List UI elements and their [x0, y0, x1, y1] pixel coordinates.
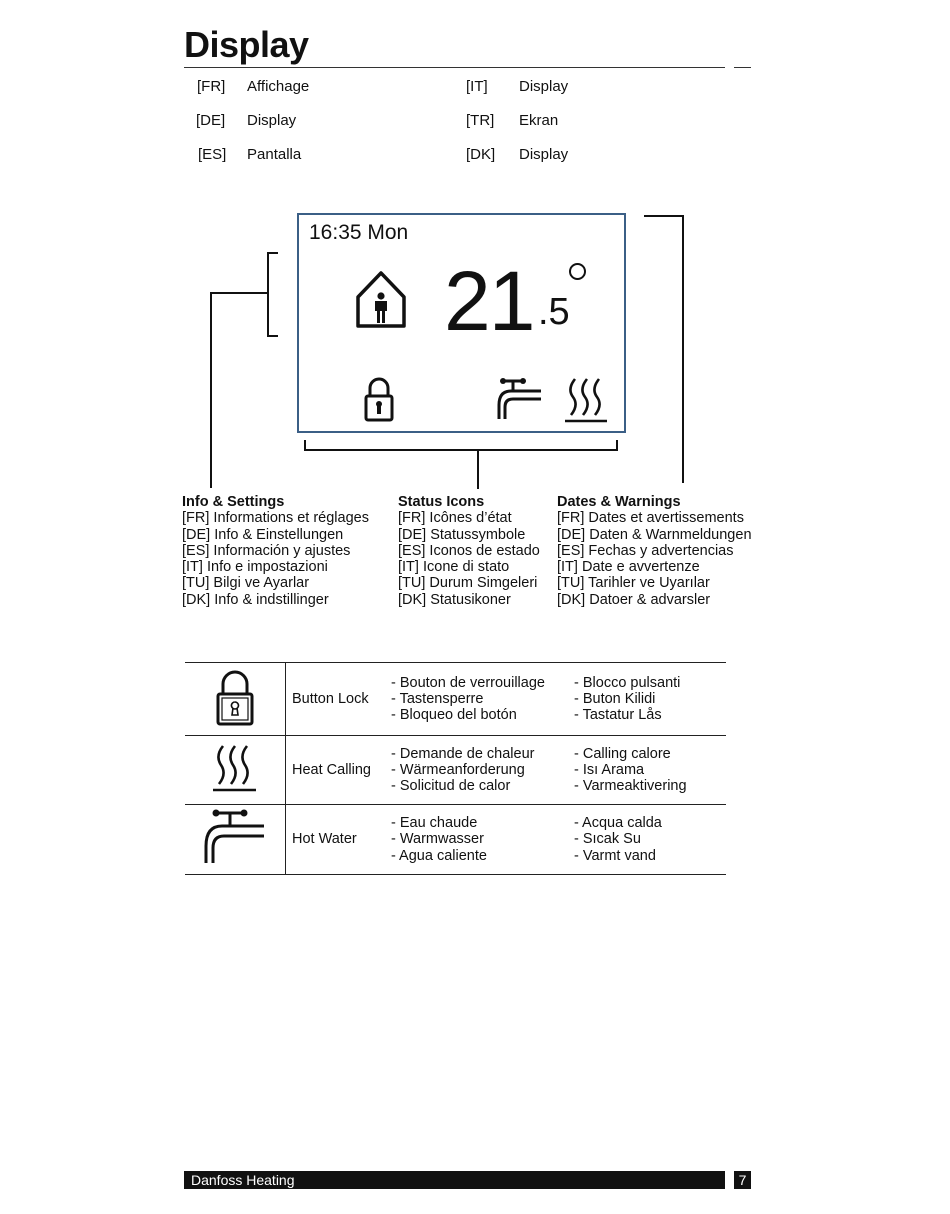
legend-name: Hot Water	[286, 805, 390, 875]
bracket-status-right	[616, 440, 618, 451]
heat-waves-icon	[563, 375, 611, 425]
label-line: [IT] Icone di stato	[398, 559, 510, 576]
label-line: [DE] Info & Einstellungen	[182, 526, 344, 543]
table-row	[185, 663, 726, 736]
label-line: [FR] Dates et avertissements	[557, 510, 744, 527]
icon-legend-table	[185, 662, 726, 875]
padlock-icon	[363, 376, 395, 422]
legend-line: - Sıcak Su	[574, 831, 641, 848]
label-line: [TU] Durum Simgeleri	[398, 575, 538, 592]
icon-cell	[185, 663, 286, 736]
legend-line: - Demande de chaleur	[391, 745, 535, 762]
legend-line: - Isı Arama	[574, 761, 645, 778]
legend-translations-1	[389, 736, 574, 805]
info-settings-label	[182, 494, 369, 608]
icon-cell	[185, 805, 286, 875]
temperature-decimal: .5	[538, 291, 570, 333]
label-line: [TU] Bilgi ve Ayarlar	[182, 575, 310, 592]
legend-line: - Solicitud de calor	[391, 778, 511, 795]
legend-line: - Warmwasser	[391, 831, 484, 848]
page-title: Display	[184, 24, 309, 65]
lang-code: [DK]	[466, 146, 496, 163]
table-row	[185, 736, 726, 805]
label-line: [TU] Tarihler ve Uyarılar	[557, 575, 710, 592]
connector-dates	[644, 215, 684, 217]
label-line: [DE] Daten & Warnmeldungen	[557, 526, 752, 543]
connector-info-drop	[210, 292, 212, 488]
heat-waves-icon	[210, 742, 260, 794]
legend-line: - Calling calore	[574, 745, 671, 762]
legend-line: - Varmt vand	[574, 847, 656, 864]
dates-warnings-label	[557, 494, 752, 608]
lang-code: [DE]	[196, 112, 226, 129]
icon-cell	[185, 736, 286, 805]
thermostat-screen	[297, 213, 626, 433]
status-icons-label	[398, 494, 540, 608]
lang-value: Ekran	[519, 112, 559, 129]
label-line: [FR] Icônes d’état	[398, 510, 512, 527]
connector-dates-drop	[682, 215, 684, 483]
legend-line: - Tastensperre	[391, 690, 484, 707]
clock-display: 16:35 Mon	[309, 221, 409, 244]
legend-line: - Acqua calda	[574, 815, 662, 832]
bracket-info-top	[267, 252, 278, 254]
faucet-icon	[495, 377, 545, 421]
legend-translations-2	[574, 663, 726, 736]
lang-code: [FR]	[197, 78, 226, 95]
title-rule-end	[734, 67, 751, 68]
bracket-info	[267, 252, 269, 337]
dates-warnings-heading: Dates & Warnings	[557, 494, 681, 510]
legend-line: - Agua caliente	[391, 847, 487, 864]
bracket-status-left	[304, 440, 306, 451]
lang-value: Display	[519, 146, 569, 163]
legend-name: Button Lock	[286, 663, 390, 736]
info-settings-heading: Info & Settings	[182, 494, 285, 510]
legend-translations-2	[574, 805, 726, 875]
legend-line: - Eau chaude	[391, 815, 478, 832]
legend-line: - Varmeaktivering	[574, 778, 687, 795]
label-line: [FR] Informations et réglages	[182, 510, 369, 527]
lang-code: [ES]	[198, 146, 227, 163]
lang-value: Pantalla	[247, 146, 302, 163]
legend-line: - Wärmeanforderung	[391, 761, 525, 778]
label-line: [ES] Fechas y advertencias	[557, 542, 734, 559]
legend-line: - Buton Kilidi	[574, 690, 656, 707]
label-line: [IT] Date e avvertenze	[557, 559, 700, 576]
connector-info	[210, 292, 268, 294]
lang-code: [TR]	[466, 112, 495, 129]
lang-code: [IT]	[466, 78, 488, 95]
connector-status	[477, 449, 479, 489]
legend-translations-2	[574, 736, 726, 805]
title-rule	[184, 67, 725, 68]
label-line: [IT] Info e impostazioni	[182, 559, 328, 576]
label-line: [DK] Info & indstillinger	[182, 591, 329, 608]
legend-line: - Tastatur Lås	[574, 707, 662, 724]
page-number: 7	[734, 1171, 751, 1189]
legend-line: - Blocco pulsanti	[574, 674, 681, 691]
label-line: [DK] Statusikoner	[398, 591, 511, 608]
label-line: [ES] Iconos de estado	[398, 542, 540, 559]
legend-translations-1	[389, 805, 574, 875]
faucet-icon	[202, 808, 268, 866]
legend-line: - Bouton de verrouillage	[391, 674, 545, 691]
label-line: [ES] Información y ajustes	[182, 542, 351, 559]
home-presence-icon	[355, 269, 407, 329]
degree-icon	[569, 263, 586, 280]
bracket-info-bottom	[267, 335, 278, 337]
legend-translations-1	[389, 663, 574, 736]
lang-value: Display	[247, 112, 297, 129]
lang-value: Display	[519, 78, 569, 95]
lang-value: Affichage	[247, 78, 310, 95]
label-line: [DE] Statussymbole	[398, 526, 526, 543]
table-row	[185, 805, 726, 875]
footer-bar	[184, 1171, 725, 1189]
bracket-status	[304, 449, 618, 451]
padlock-icon	[214, 668, 256, 726]
temperature-integer: 21	[444, 254, 534, 348]
legend-line: - Bloqueo del botón	[391, 707, 517, 724]
label-line: [DK] Datoer & advarsler	[557, 591, 711, 608]
status-icons-heading: Status Icons	[398, 494, 485, 510]
legend-name: Heat Calling	[286, 736, 390, 805]
footer-brand: Danfoss Heating	[191, 1172, 295, 1188]
